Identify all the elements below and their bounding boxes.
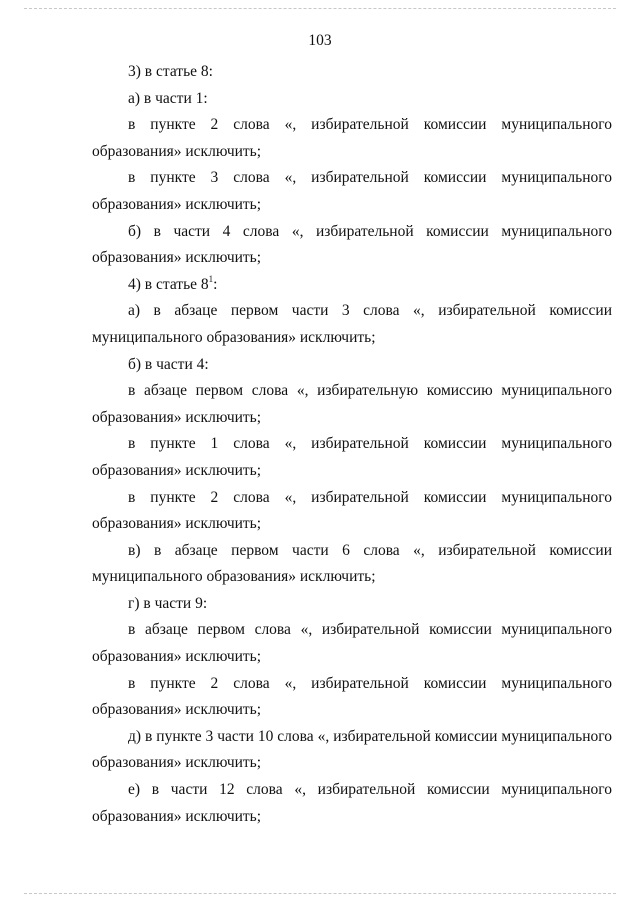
paragraph: в пункте 1 слова «, избирательной комиссии муниципального образования» исключить; [92, 435, 612, 479]
paragraph: б) в части 4 слова «, избирательной комиссии муниципального образования» исключить; [92, 222, 612, 267]
scan-edge-top [24, 8, 616, 9]
paragraph: б) в части 4: [128, 355, 209, 373]
paragraph: в) в абзаце первом части 6 слова «, избирательной комиссии муниципального образования» исключить; [92, 541, 612, 586]
paragraph: в пункте 2 слова «, избирательной комиссии муниципального образования» исключить; [92, 116, 612, 160]
paragraph: а) в абзаце первом части 3 слова «, избирательной комиссии муниципального образования» исключить; [92, 302, 612, 346]
paragraph: в абзаце первом слова «, избирательную комиссию муниципального образования» исключить; [92, 382, 612, 426]
paragraph: г) в части 9: [128, 594, 208, 612]
paragraph: в пункте 3 слова «, избирательной комиссии муниципального образования» исключить; [92, 169, 612, 213]
paragraph: е) в части 12 слова «, избирательной комиссии муниципального образования» исключить; [92, 781, 612, 825]
document-body [92, 59, 612, 830]
paragraph: а) в части 1: [128, 89, 208, 107]
paragraph: в пункте 2 слова «, избирательной комиссии муниципального образования» исключить; [92, 488, 612, 533]
paragraph: в абзаце первом слова «, избирательной комиссии муниципального образования» исключить; [92, 621, 612, 666]
superscript: 1 [208, 273, 214, 284]
paragraph: в пункте 2 слова «, избирательной комиссии муниципального образования» исключить; [92, 674, 612, 719]
paragraph: д) в пункте 3 части 10 слова «, избирательной комиссии муниципального образования» исключить; [92, 727, 612, 772]
scan-edge-bottom [24, 893, 616, 894]
paragraph: 3) в статье 8: [128, 63, 213, 80]
page-number: 103 [308, 32, 332, 49]
paragraph: 4) в статье $8^1$: [128, 273, 218, 293]
